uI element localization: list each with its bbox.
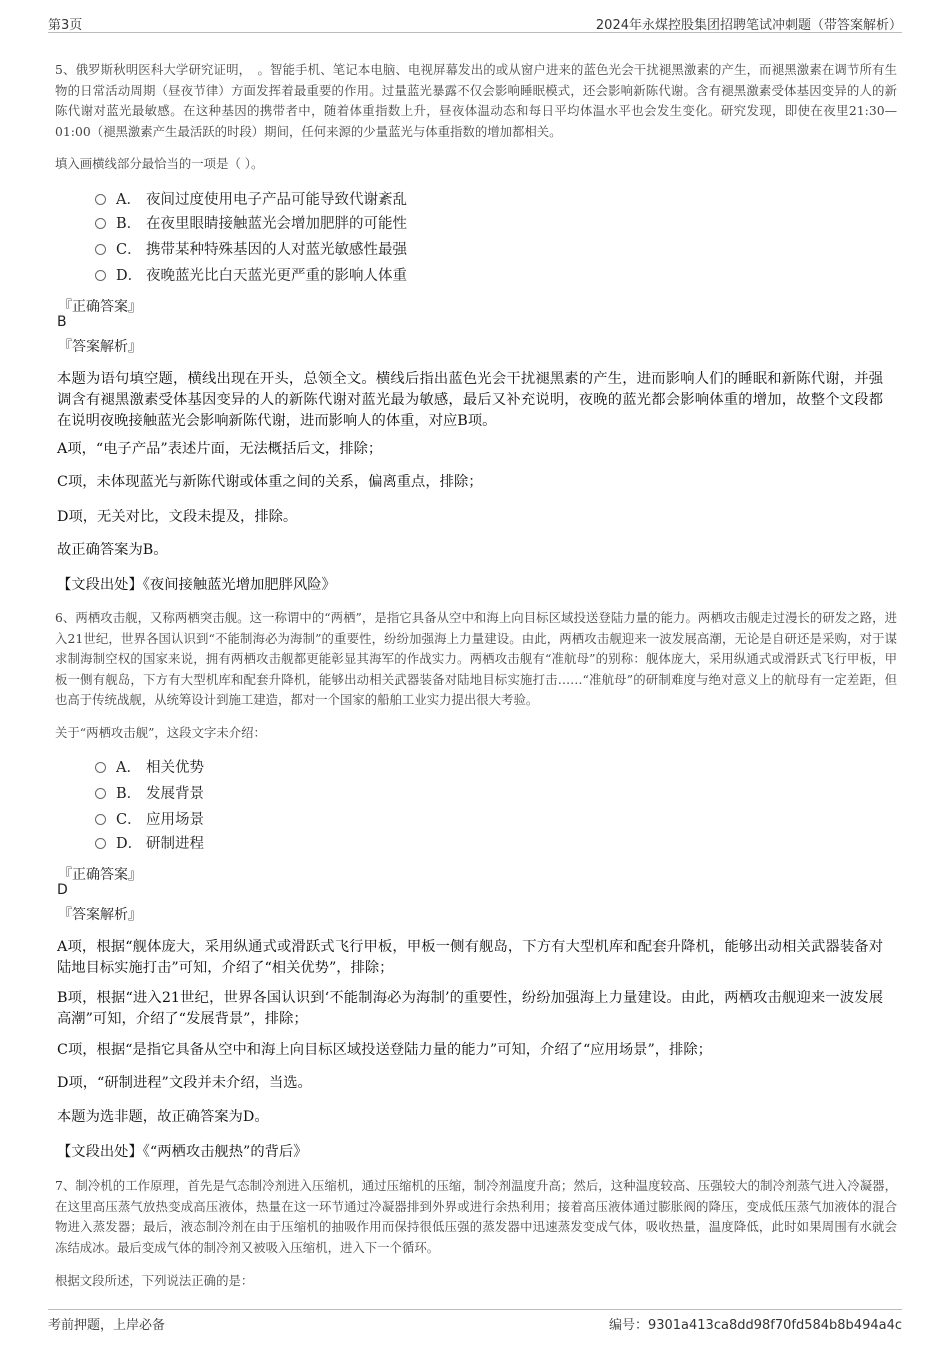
q6-answer: D <box>57 882 68 898</box>
q6-analysis-label: 『答案解析』 <box>58 907 142 923</box>
q5-answer: B <box>57 314 67 330</box>
footer-slogan: 考前押题，上岸必备 <box>48 1318 166 1333</box>
q6-analysis-a: A项，根据“舰体庞大，采用纵通式或滑跃式飞行甲板，甲板一侧有舰岛，下方有大型机库和配套升降机，能够出动相关武器装备对陆地目标实施打击”可知，介绍了“相关优势”，排除； <box>57 939 883 976</box>
q5-option-c[interactable]: C． 携带某种特殊基因的人对蓝光敏感性最强 <box>95 240 407 260</box>
q7-prompt: 根据文段所述，下列说法正确的是： <box>55 1273 254 1288</box>
q5-analysis-c: C项，未体现蓝光与新陈代谢或体重之间的关系，偏离重点，排除； <box>57 474 483 490</box>
page-number: 第3页 <box>48 18 83 33</box>
q6-analysis-b: B项，根据“进入21世纪，世界各国认识到‘不能制海必为海制’的重要性，纷纷加强海上力量建设。由此，两栖攻击舰迎来一波发展高潮”可知，介绍了“发展背景”，排除； <box>57 990 883 1027</box>
q5-option-d[interactable]: D． 夜晚蓝光比白天蓝光更严重的影响人体重 <box>95 266 407 286</box>
q6-passage: 6、两栖攻击舰，又称两栖突击舰。这一称谓中的“两栖”，是指它具备从空中和海上向目标区域投送登陆力量的能力。两栖攻击舰走过漫长的研发之路，进入21世纪，世界各国认识到“不能制海必为海制”的重要性，纷纷加强海上力量建设。由此，两栖攻击舰迎来一波发展高潮，无论是自研还是采购，对于谋求制海制空权的国家来说，拥有两栖攻击舰都更能彰显其海军的作战实力。两栖攻击舰有“准航母”的别称：舰体庞大，采用纵通式或滑跃式飞行甲板，甲板一侧有舰岛，下方有大型机库和配套升降机，能够出动相关武器装备对陆地目标实施打击……“准航母”的研制难度与绝对意义上的航母有一定差距，但也高于传统战舰，从统筹设计到施工建造，都对一个国家的船舶工业实力提出很大考验。 <box>55 610 897 707</box>
q6-analysis-conclusion: 本题为选非题，故正确答案为D。 <box>57 1109 269 1125</box>
q6-option-d[interactable]: D． 研制进程 <box>95 834 204 854</box>
q6-analysis-c: C项，根据“是指它具备从空中和海上向目标区域投送登陆力量的能力”可知，介绍了“应用场景”，排除； <box>57 1042 712 1058</box>
radio-icon[interactable] <box>95 762 106 773</box>
q5-analysis-label: 『答案解析』 <box>58 339 142 355</box>
q5-answer-label: 『正确答案』 <box>58 299 142 315</box>
document-code: 编号：9301a413ca8dd98f70fd584b8b494a4c <box>608 1318 902 1333</box>
q5-analysis-a: A项，“电子产品”表述片面，无法概括后文，排除； <box>57 441 383 457</box>
q5-option-b[interactable]: B． 在夜里眼睛接触蓝光会增加肥胖的可能性 <box>95 214 407 234</box>
q6-option-b[interactable]: B． 发展背景 <box>95 784 204 804</box>
radio-icon[interactable] <box>95 270 106 281</box>
q6-option-c[interactable]: C． 应用场景 <box>95 810 204 830</box>
q5-analysis-d: D项，无关对比，文段未提及，排除。 <box>57 509 298 525</box>
q6-answer-label: 『正确答案』 <box>58 867 142 883</box>
q5-passage: 5、俄罗斯秋明医科大学研究证明， 。智能手机、笔记本电脑、电视屏幕发出的或从窗户进来的蓝色光会干扰褪黑激素的产生，而褪黑激素在调节所有生物的日常活动周期（昼夜节律）方面发挥着最重要的作用。过量蓝光暴露不仅会影响睡眠模式，还会影响新陈代谢。含有褪黑激素受体基因变异的人的新陈代谢对蓝光最敏感。在这种基因的携带者中，随着体重指数上升，昼夜体温动态和每日平均体温水平也会发生变化。研究发现，即使在夜里21:30—01:00（褪黑激素产生最活跃的时段）期间，任何来源的少量蓝光与体重指数的增加都相关。 <box>55 62 897 139</box>
radio-icon[interactable] <box>95 838 106 849</box>
q6-option-a[interactable]: A． 相关优势 <box>95 758 204 778</box>
radio-icon[interactable] <box>95 244 106 255</box>
q5-option-a[interactable]: A． 夜间过度使用电子产品可能导致代谢紊乱 <box>95 190 407 210</box>
radio-icon[interactable] <box>95 218 106 229</box>
q6-prompt: 关于“两栖攻击舰”，这段文字未介绍： <box>55 725 266 740</box>
radio-icon[interactable] <box>95 788 106 799</box>
q5-source: 【文段出处】《夜间接触蓝光增加肥胖风险》 <box>57 577 336 593</box>
q5-analysis-conclusion: 故正确答案为B。 <box>57 542 168 558</box>
page-header <box>48 12 902 33</box>
q6-analysis-d: D项，“研制进程”文段并未介绍，当选。 <box>57 1075 312 1091</box>
page-footer <box>48 1309 902 1333</box>
q5-analysis-main: 本题为语句填空题，横线出现在开头，总领全文。横线后指出蓝色光会干扰褪黑素的产生，进而影响人们的睡眠和新陈代谢，并强调含有褪黑激素受体基因变异的人的新陈代谢对蓝光最为敏感，最后又补充说明，夜晚的蓝光都会影响体重的增加，故整个文段都在说明夜晚接触蓝光会影响新陈代谢，进而影响人的体重，对应B项。 <box>57 371 883 429</box>
document-title: 2024年永煤控股集团招聘笔试冲刺题（带答案解析） <box>595 18 902 33</box>
q7-passage: 7、制冷机的工作原理，首先是气态制冷剂进入压缩机，通过压缩机的压缩，制冷剂温度升高；然后，这种温度较高、压强较大的制冷剂蒸气进入冷凝器，在这里高压蒸气放热变成高压液体，热量在这一环节通过冷凝器排到外界或进行余热利用；接着高压液体通过膨胀阀的降压，变成低压蒸气加液体的混合物进入蒸发器；最后，液态制冷剂在由于压缩机的抽吸作用而保持很低压强的蒸发器中迅速蒸发变成气体，吸收热量，温度降低，此时如果周围有水就会冻结成冰。最后变成气体的制冷剂又被吸入压缩机，进入下一个循环。 <box>55 1178 897 1255</box>
q5-prompt: 填入画横线部分最恰当的一项是（ ）。 <box>55 156 264 171</box>
q6-source: 【文段出处】《“两栖攻击舰热”的背后》 <box>57 1144 308 1160</box>
radio-icon[interactable] <box>95 814 106 825</box>
radio-icon[interactable] <box>95 194 106 205</box>
